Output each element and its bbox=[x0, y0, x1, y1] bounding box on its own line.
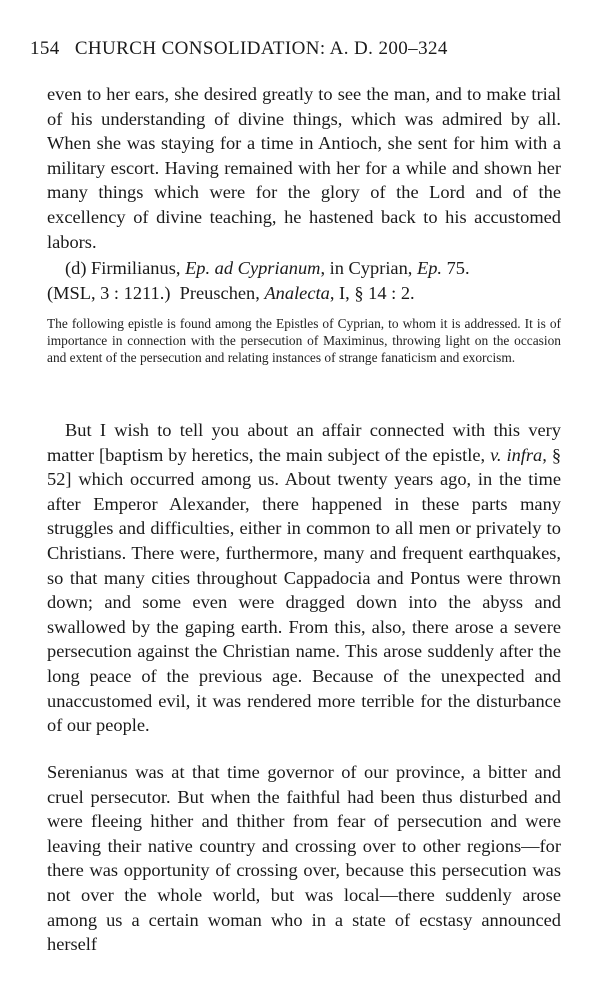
citation-section: , I, § 14 : 2. bbox=[329, 282, 415, 303]
paragraph-serenianus: Serenianus was at that time governor of our province, a bitter and cruel persecutor. But when the faithful had been thus disturbed and were fleeing hither and thither from fear of persecution and were leaving their native country and crossing over to other regions—for there was opportunity of crossing over, because this persecution was not over the whole world, but was local—there suddenly arose among us a certain woman who in a state of ecstasy announced herself bbox=[47, 762, 561, 955]
paragraph-main-part-1: But I wish to tell you about an affair connected with this very matter [baptism by heretics, the main subject of the epistle, bbox=[47, 420, 561, 465]
citation-line-1 bbox=[47, 256, 561, 281]
citation-ep-number: 75. bbox=[442, 258, 470, 278]
citation-author: Firmilianus, bbox=[86, 258, 186, 278]
citation-label: (d) bbox=[65, 258, 87, 278]
citation-ep: Ep. bbox=[416, 258, 443, 278]
citation-analecta: Analecta bbox=[264, 282, 330, 303]
citation-work: Ep. ad Cyprianum bbox=[185, 258, 321, 278]
source-citation bbox=[47, 256, 561, 305]
paragraph-main bbox=[47, 418, 561, 738]
citation-in: , in Cyprian, bbox=[320, 258, 417, 278]
paragraph-continued: even to her ears, she desired greatly to see the man, and to make trial of his understanding of divine things, which was admired by all. When she was staying for a time in Antioch, she sent for him with a military escort. Having remained with her for a while and shown her many things which were for the glory of the Lord and of the excellency of divine teaching, he hastened back to his accustomed labors. bbox=[47, 84, 561, 252]
editorial-note: The following epistle is found among the Epistles of Cyprian, to whom it is addressed. It is of importance in connection with the persecution of Maximinus, throwing light on the occasion and extent of the persecution and relating instances of strange fanaticism and exorcism. bbox=[47, 316, 561, 366]
citation-line-2 bbox=[47, 281, 561, 306]
cross-reference: v. infra, bbox=[490, 444, 547, 465]
running-header bbox=[30, 38, 570, 60]
paragraph-main-part-2: § 52] which occurred among us. About twenty years ago, in the time after Emperor Alexander, there happened in these parts many struggles and difficulties, either in common to all men or privately to Christians. There were, furthermore, many and frequent earthquakes, so that many cities throughout Cappadocia and Pontus were thrown down; and some even were dragged down into the abyss and swallowed by the gaping earth. From this, also, there arose a severe persecution against the Christian name. This arose suddenly after the long peace of the previous age. Because of the unexpected and unaccustomed evil, it was rendered more terrible for the disturbance of our people. bbox=[47, 444, 562, 736]
citation-msl: (MSL, 3 : 1211.) bbox=[47, 282, 171, 303]
citation-preuschen: Preuschen, bbox=[170, 282, 265, 303]
running-title: CHURCH CONSOLIDATION: A. D. 200–324 bbox=[74, 38, 448, 59]
page-number: 154 bbox=[30, 38, 60, 59]
